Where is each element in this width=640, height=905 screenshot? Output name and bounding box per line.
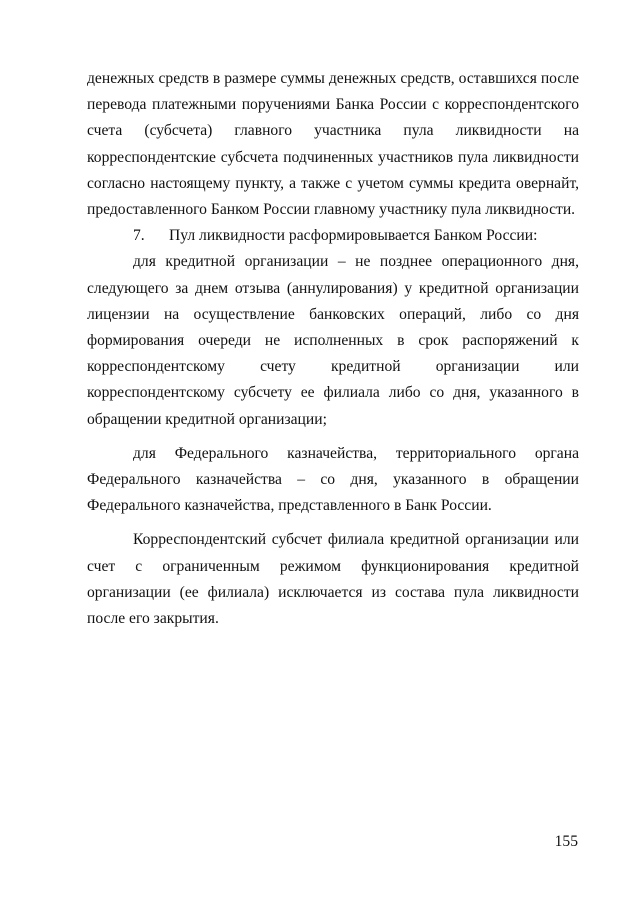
page-number: 155: [554, 833, 578, 850]
paragraph-credit-organization: для кредитной организации – не позднее операционного дня, следующего за днем отзыва (аннулирования) у кредитной организации лицензии на осуществление банковских операций, либо со дня формирования очереди не исполненных в срок распоряжений к корреспондентскому счету кредитной организации или корреспондентскому субсчету ее филиала либо со дня, указанного в обращении кредитной организации;: [87, 253, 579, 428]
paragraph-item-7: [87, 223, 579, 249]
item-number: 7.: [133, 227, 145, 245]
paragraph-subaccount-exclusion: Корреспондентский субсчет филиала кредитной организации или счет с ограниченным режимом функционирования кредитной организации (ее филиала) исключается из состава пула ликвидности после его закрытия.: [87, 531, 579, 628]
document-body: [87, 66, 579, 632]
paragraph-continuation: денежных средств в размере суммы денежных средств, оставшихся после перевода платежными поручениями Банка России с корреспондентского счета (субсчета) главного участника пула ликвидности на корреспондентские субсчета подчиненных участников пула ликвидности согласно настоящему пункту, а также с учетом суммы кредита овернайт, предоставленного Банком России главному участнику пула ликвидности.: [87, 70, 579, 219]
paragraph-federal-treasury: для Федерального казначейства, территориального органа Федерального казначейства – со дня, указанного в обращении Федерального казначейства, представленного в Банк России.: [87, 444, 579, 515]
item-7-text: Пул ликвидности расформировывается Банком России:: [169, 227, 538, 245]
